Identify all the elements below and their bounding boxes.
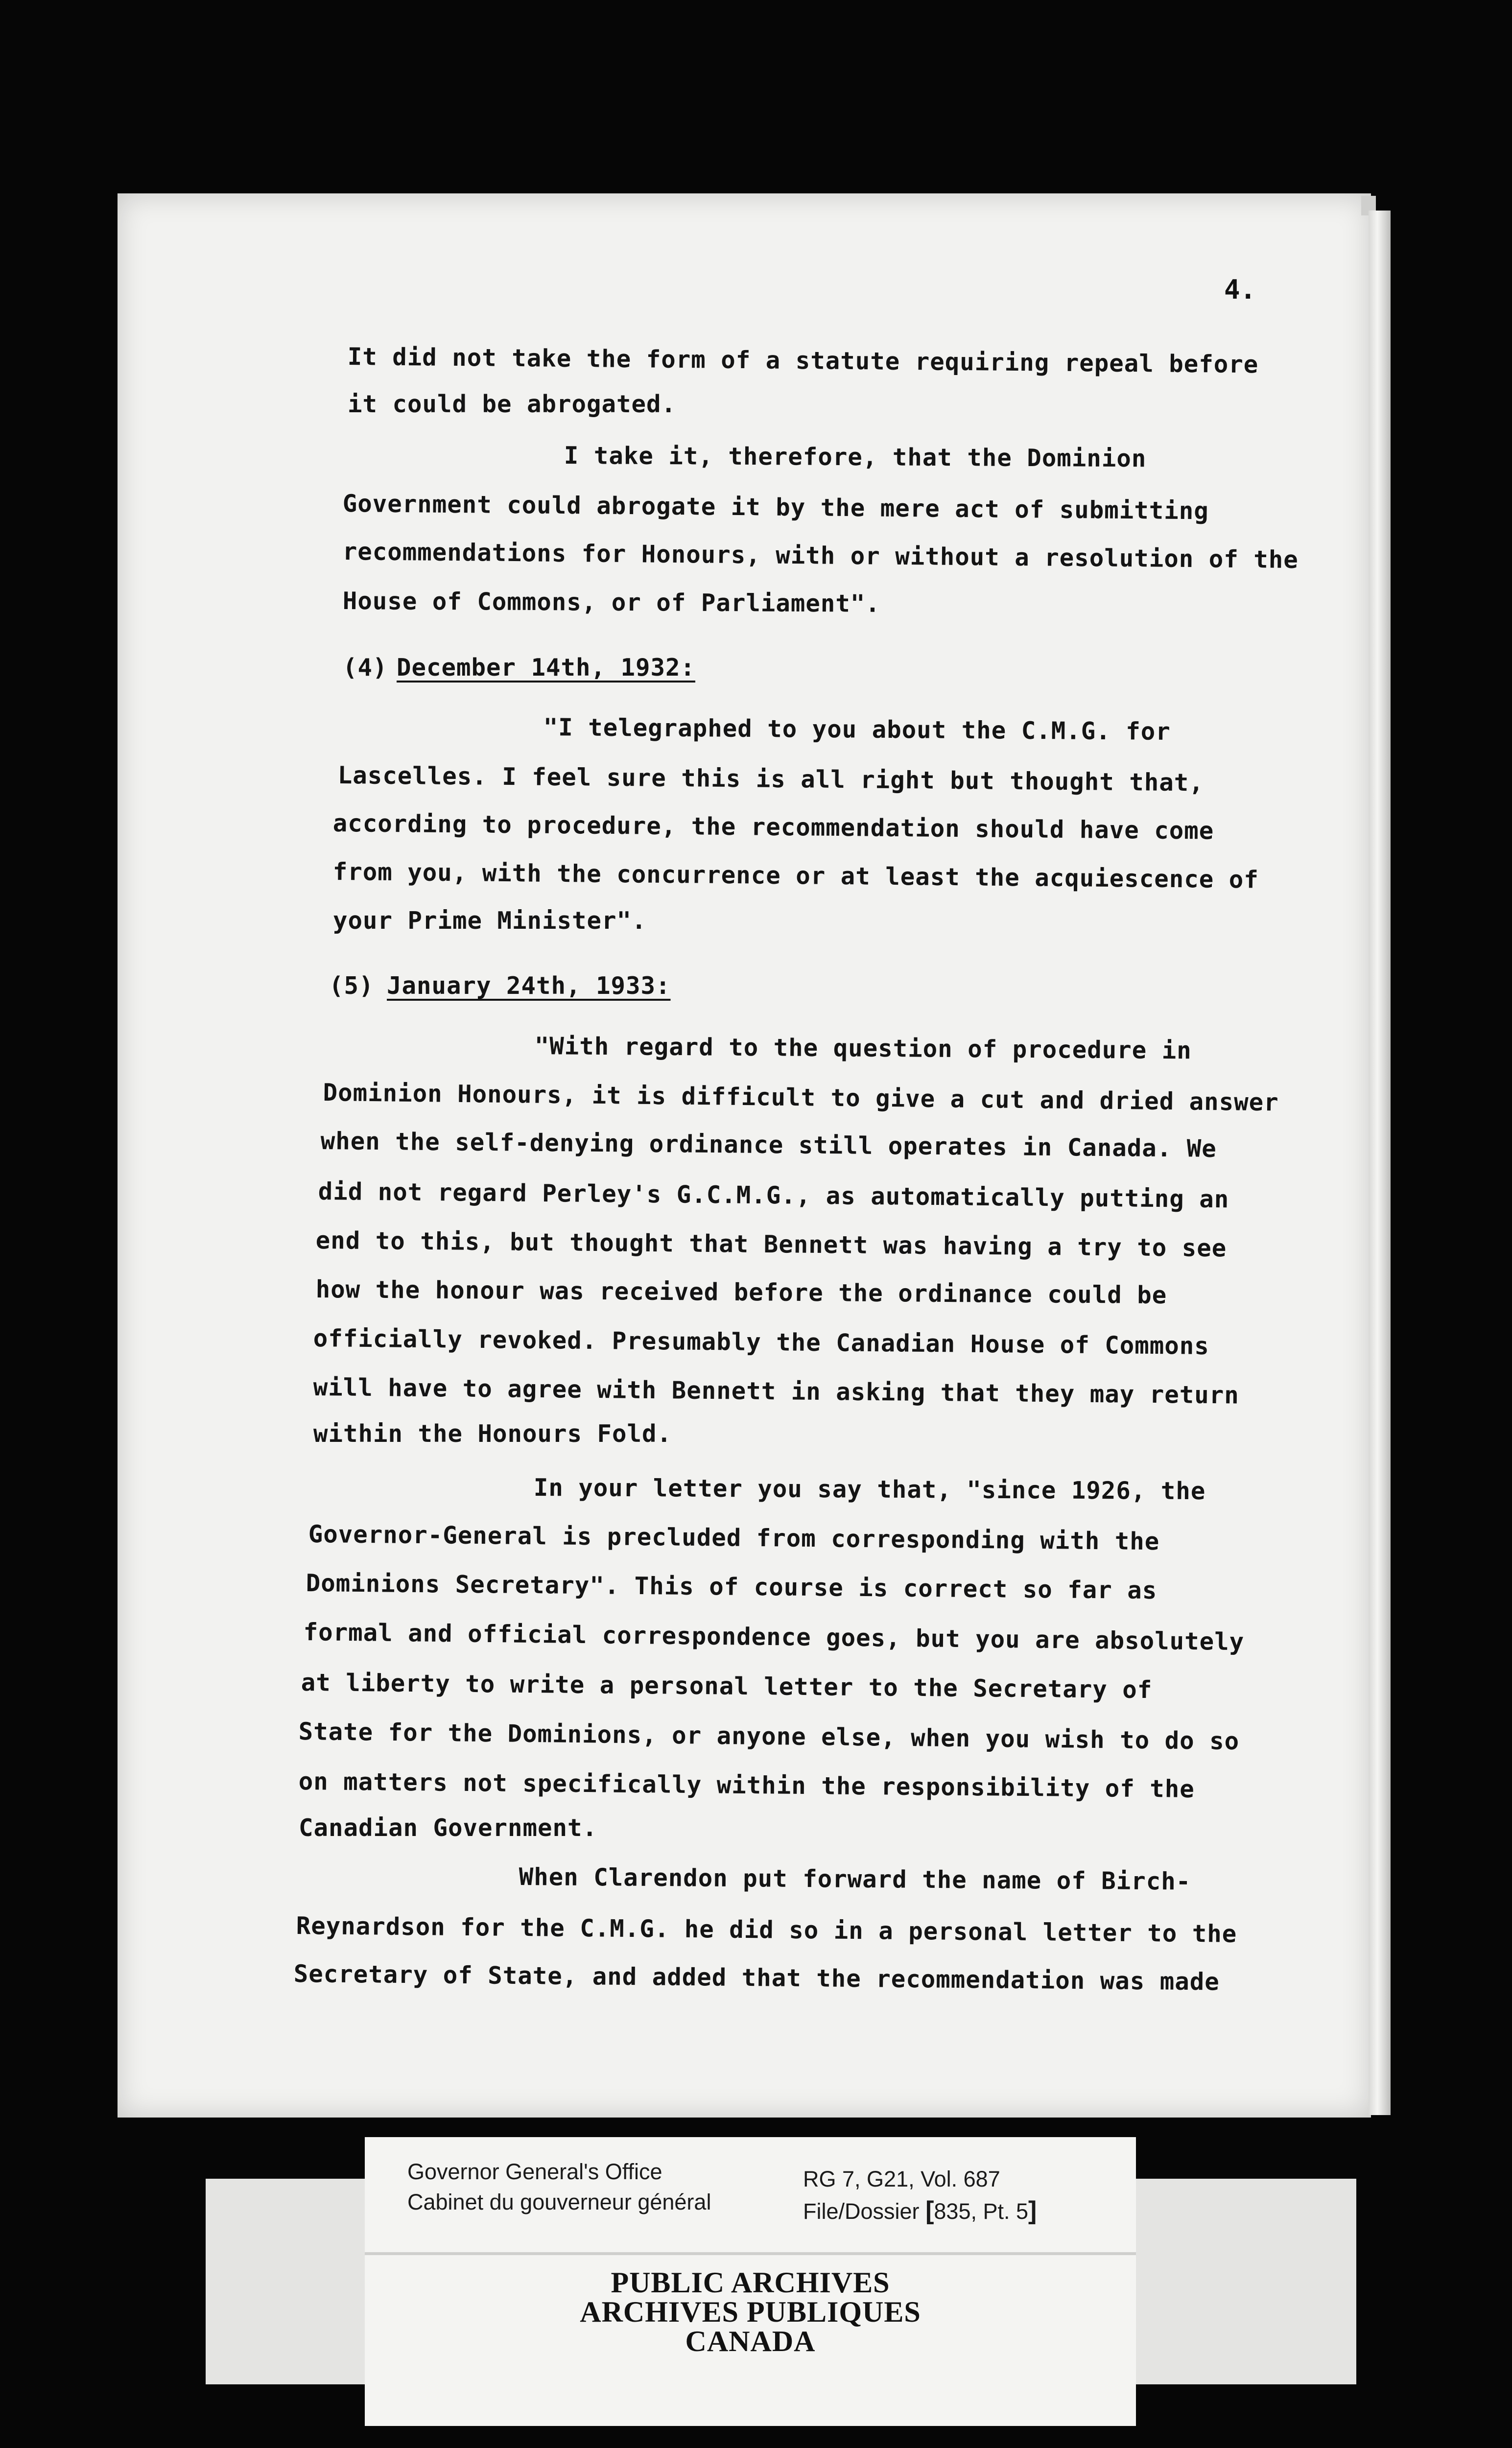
letter-line: When Clarendon put forward the name of Birch- [519, 1863, 1191, 1896]
letter-line: will have to agree with Bennett in asking that they may return [313, 1373, 1239, 1410]
letter-line: Dominion Honours, it is difficult to give a cut and dried answer [323, 1079, 1279, 1117]
section-heading-date: January 24th, 1933: [387, 972, 671, 1000]
letter-line: did not regard Perley's G.C.M.G., as automatically putting an [318, 1177, 1229, 1214]
page-number: 4. [1224, 274, 1256, 305]
letter-line: when the self-denying ordinance still operates in Canada. We [320, 1127, 1217, 1163]
archives-name-english: PUBLIC ARCHIVES [611, 2266, 890, 2299]
letter-line: your Prime Minister". [333, 907, 647, 935]
letter-line: Canadian Government. [299, 1814, 598, 1842]
letter-line: Dominions Secretary". This of course is correct so far as [306, 1569, 1158, 1605]
letter-line: "I telegraphed to you about the C.M.G. for [543, 713, 1171, 746]
file-dossier-reference [803, 2196, 1037, 2225]
letter-line: Governor-General is precluded from corresponding with the [308, 1520, 1160, 1556]
office-name-french: Cabinet du gouverneur général [407, 2189, 711, 2214]
letter-line: Reynardson for the C.M.G. he did so in a personal letter to the [296, 1912, 1237, 1948]
letter-line: State for the Dominions, or anyone else, when you wish to do so [298, 1718, 1240, 1756]
archives-name-french: ARCHIVES PUBLIQUES [580, 2296, 921, 2328]
file-dossier-prefix: File/Dossier [803, 2199, 920, 2224]
archive-label-divider [365, 2252, 1136, 2255]
file-number: 835, Pt. 5 [934, 2199, 1029, 2224]
file-open-bracket: [ [925, 2196, 934, 2225]
office-name-english: Governor General's Office [407, 2159, 662, 2184]
letter-line: from you, with the concurrence or at least the acquiescence of [332, 858, 1259, 894]
letter-line: Secretary of State, and added that the recommendation was made [293, 1960, 1220, 1996]
letter-line: formal and official correspondence goes, but you are absolutely [303, 1618, 1245, 1656]
letter-line: according to procedure, the recommendation should have come [332, 809, 1214, 845]
letter-line: It did not take the form of a statute requiring repeal before [347, 343, 1259, 379]
letter-line: on matters not specifically within the responsibility of the [298, 1767, 1195, 1803]
letter-line: within the Honours Fold. [313, 1420, 672, 1448]
letter-line: I take it, therefore, that the Dominion [564, 442, 1147, 473]
archives-country: CANADA [685, 2325, 816, 2357]
file-close-bracket: ] [1028, 2196, 1037, 2225]
letter-line: In your letter you say that, "since 1926, the [533, 1474, 1206, 1506]
letter-line: officially revoked. Presumably the Canadian House of Commons [313, 1324, 1209, 1360]
section-number: (4) [343, 654, 388, 682]
letter-line: at liberty to write a personal letter to the Secretary of [301, 1669, 1153, 1704]
letter-line: it could be abrogated. [348, 390, 677, 418]
letter-line: end to this, but thought that Bennett was having a try to see [315, 1226, 1227, 1263]
letter-line: "With regard to the question of procedure in [534, 1032, 1192, 1065]
record-group-reference: RG 7, G21, Vol. 687 [803, 2166, 1000, 2191]
section-heading-date: December 14th, 1932: [397, 654, 696, 682]
letter-line: how the honour was received before the ordinance could be [315, 1275, 1167, 1310]
letter-line: Government could abrogate it by the mere act of submitting [342, 490, 1209, 525]
letter-line: Lascelles. I feel sure this is all right but thought that, [337, 761, 1204, 797]
sheet-stack-edge [1369, 211, 1391, 2115]
section-number: (5) [329, 972, 374, 1000]
letter-line: recommendations for Honours, with or without a resolution of the [342, 538, 1299, 574]
letter-line: House of Commons, or of Parliament". [342, 587, 881, 618]
